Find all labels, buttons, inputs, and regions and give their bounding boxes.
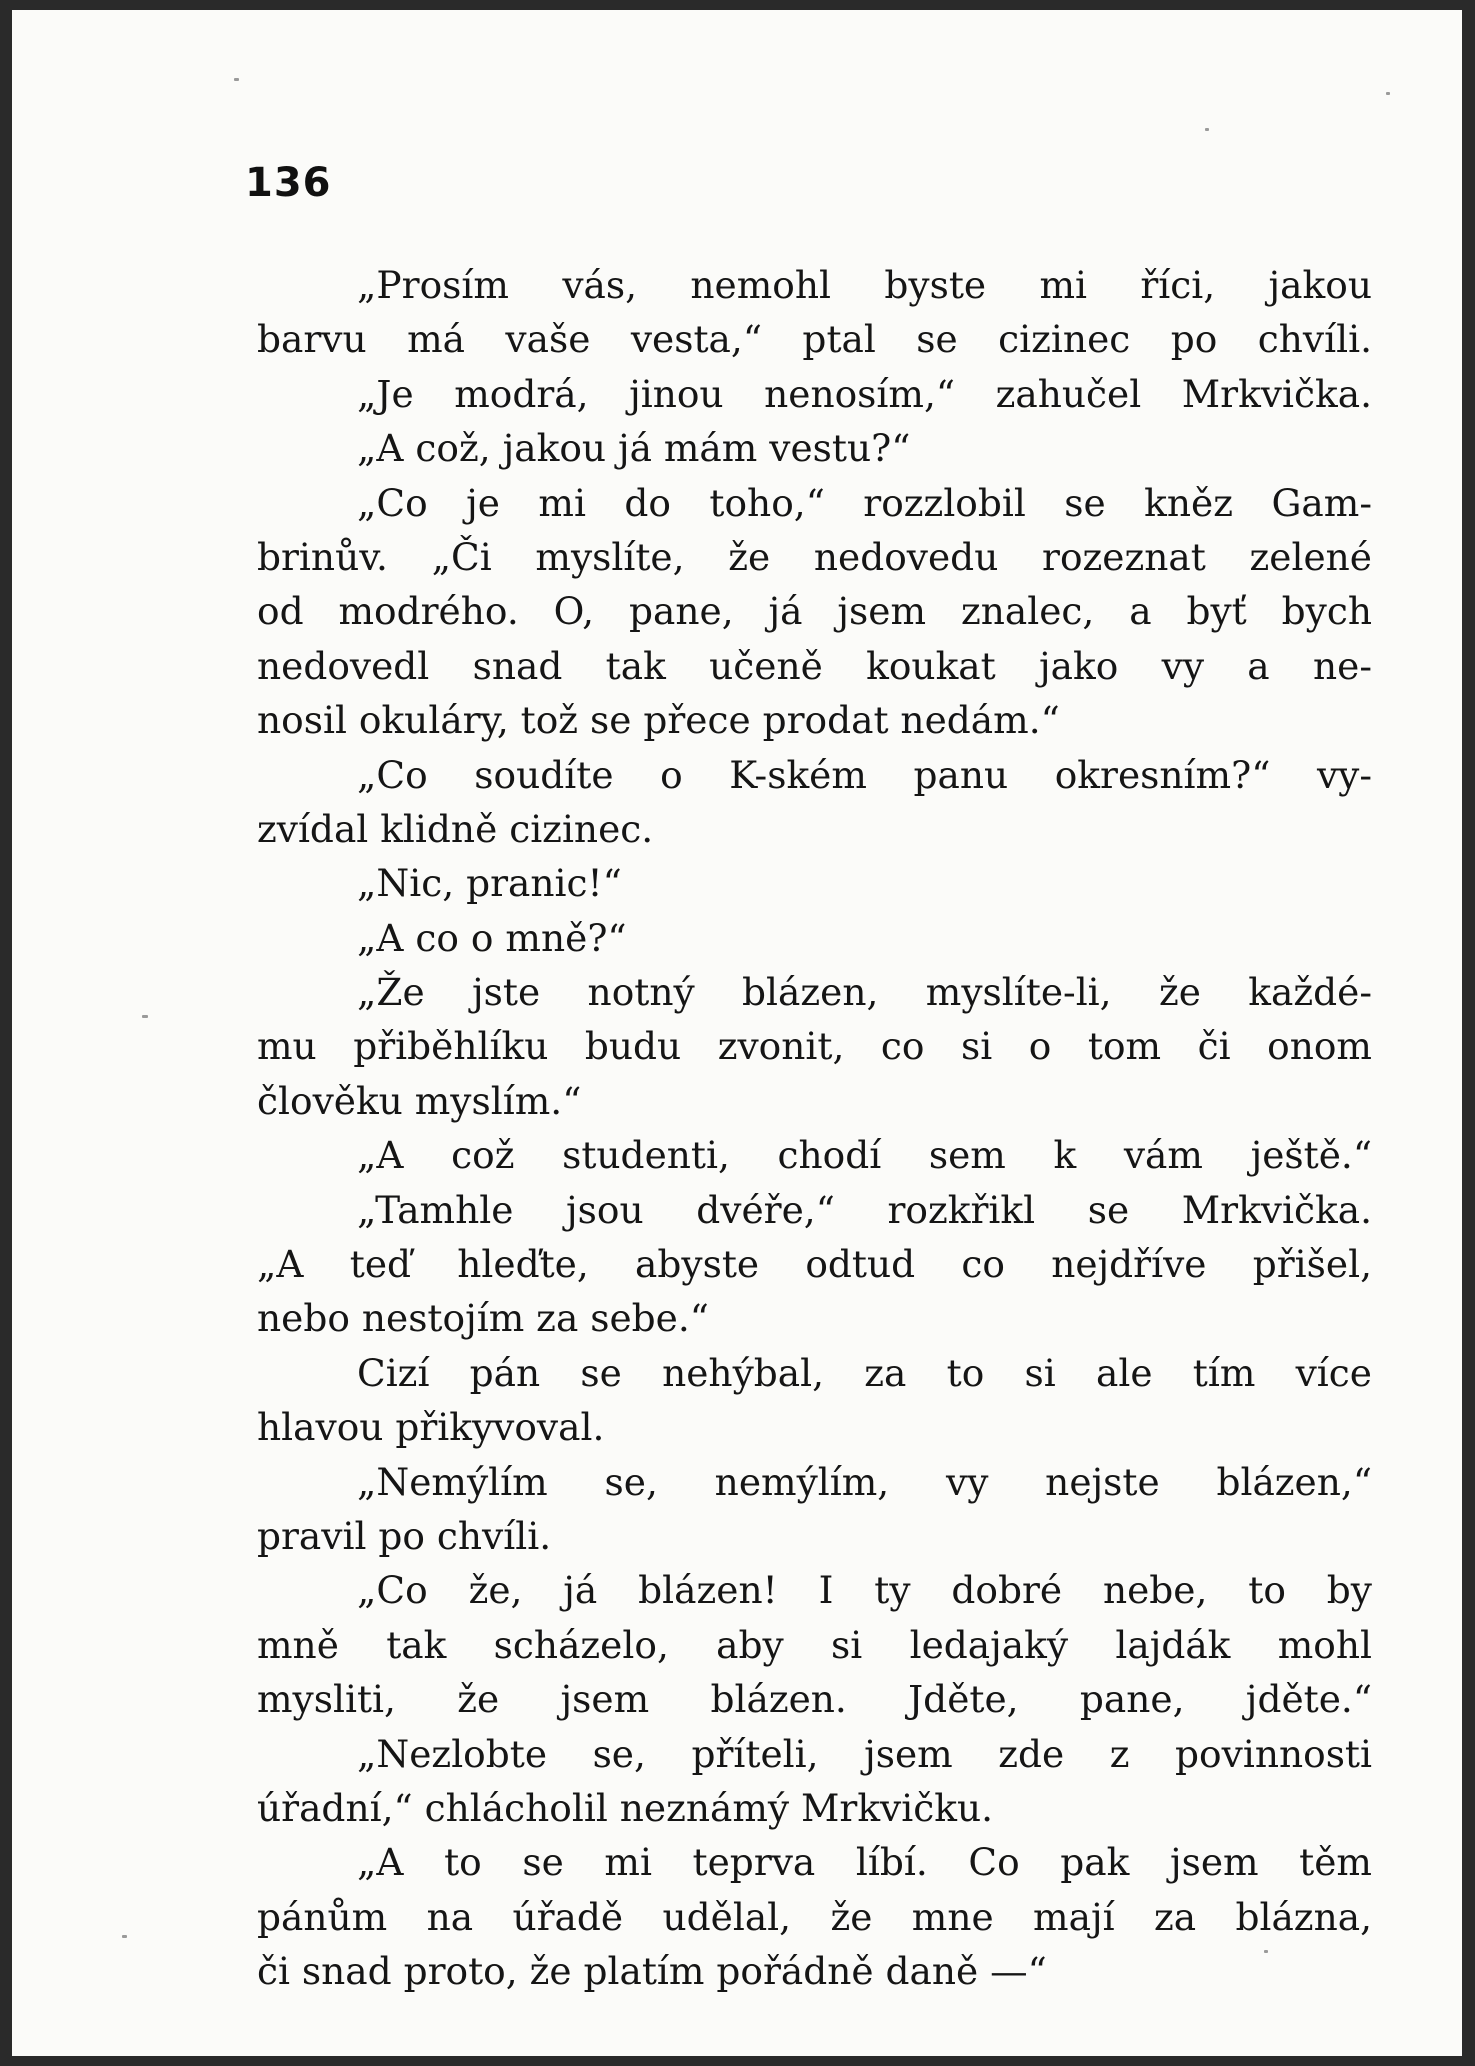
book-page xyxy=(12,10,1462,2056)
text-line: mně tak scházelo, aby si ledajaký lajdák mohl xyxy=(257,1622,1372,1667)
print-speck xyxy=(1205,128,1209,131)
text-line: pánům na úřadě udělal, že mne mají za blázna, xyxy=(257,1894,1372,1939)
print-speck xyxy=(122,1935,127,1938)
print-speck xyxy=(142,1015,148,1018)
text-line: člověku myslím.“ xyxy=(257,1078,582,1123)
text-line: nebo nestojím za sebe.“ xyxy=(257,1296,709,1341)
text-line: úřadní,“ chlácholil neznámý Mrkvičku. xyxy=(257,1785,994,1830)
text-line: „Co že, já blázen! I ty dobré nebe, to by xyxy=(357,1568,1372,1613)
text-line: „Tamhle jsou dvéře,“ rozkřikl se Mrkvička. xyxy=(357,1187,1372,1232)
text-line: nedovedl snad tak učeně koukat jako vy a ne- xyxy=(257,643,1372,688)
print-speck xyxy=(1264,1950,1268,1953)
print-speck xyxy=(234,78,239,81)
text-line: „Prosím vás, nemohl byste mi říci, jakou xyxy=(357,263,1372,307)
text-line: brinův. „Či myslíte, že nedovedu rozeznat zelené xyxy=(257,534,1372,579)
text-line: „Je modrá, jinou nenosím,“ zahučel Mrkvička. xyxy=(357,371,1372,416)
print-speck xyxy=(1386,92,1390,95)
page-number: 136 xyxy=(245,160,332,206)
text-line: „Nemýlím se, nemýlím, vy nejste blázen,“ xyxy=(357,1459,1372,1504)
text-line: „Nic, pranic!“ xyxy=(357,861,622,906)
text-line: pravil po chvíli. xyxy=(257,1513,552,1558)
text-line: mysliti, že jsem blázen. Jděte, pane, jděte.“ xyxy=(257,1677,1372,1722)
text-line: „Co soudíte o K-ském panu okresním?“ vy- xyxy=(357,752,1372,797)
text-line: „A co o mně?“ xyxy=(357,915,627,960)
text-line: „A teď hleďte, abyste odtud co nejdříve přišel, xyxy=(257,1242,1372,1287)
text-line: „A to se mi teprva líbí. Co pak jsem těm xyxy=(357,1840,1372,1885)
text-line: barvu má vaše vesta,“ ptal se cizinec po chvíli. xyxy=(257,317,1372,362)
text-line: Cizí pán se nehýbal, za to si ale tím více xyxy=(357,1350,1372,1395)
text-line: „A což studenti, chodí sem k vám ještě.“ xyxy=(357,1133,1372,1178)
text-line: mu přiběhlíku budu zvonit, co si o tom či onom xyxy=(257,1024,1372,1069)
text-line: či snad proto, že platím pořádně daně —“ xyxy=(257,1949,1047,1994)
text-line: „Že jste notný blázen, myslíte-li, že každé- xyxy=(357,970,1372,1015)
text-line: od modrého. O, pane, já jsem znalec, a byť bych xyxy=(257,589,1372,634)
text-line: nosil okuláry, tož se přece prodat nedám.“ xyxy=(257,698,1060,743)
text-line: „Nezlobte se, příteli, jsem zde z povinnosti xyxy=(357,1731,1372,1776)
body-text xyxy=(257,258,1372,1999)
text-line: hlavou přikyvoval. xyxy=(257,1405,605,1450)
text-line: zvídal klidně cizinec. xyxy=(257,806,654,851)
text-line: „A což, jakou já mám vestu?“ xyxy=(357,426,911,471)
text-line: „Co je mi do toho,“ rozzlobil se kněz Gam- xyxy=(357,480,1372,525)
